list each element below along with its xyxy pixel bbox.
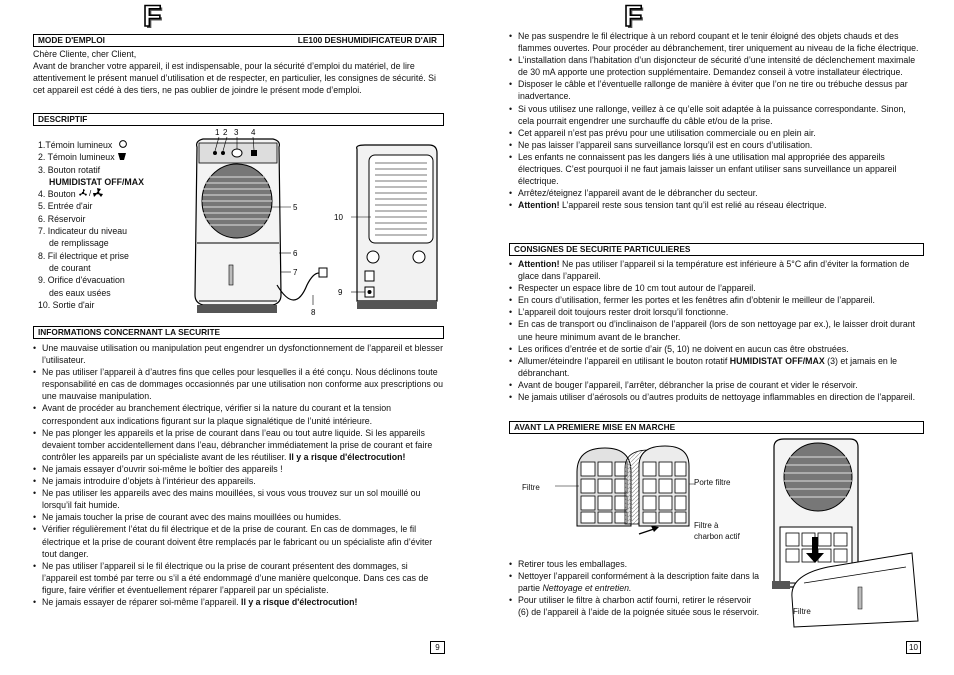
security-item: • Ne pas utiliser l’appareil si le fil électrique ou la prise de courant présentent des dommages, si l’appareil est tombé par terre ou s’il a été endommagé d’une manière quelconque. Dans ces cas de figure, faire vérifier et éventuellement réparer l’appareil par un spécialiste. — [33, 560, 443, 596]
diagram-label-6: 6 — [293, 249, 298, 258]
security-item: • Ne pas utiliser l’appareil à d’autres fins que celles pour lesquelles il a été conçu. Nous déclinons toute responsabilité en cas de dommages occasionnés par une utilisation non conforme aux prescriptions ou une mauvaise manipulation. — [33, 366, 443, 402]
back-view-illustration — [351, 145, 437, 309]
special-item: • Allumer/éteindre l’appareil en utilisant le bouton rotatif HUMIDISTAT OFF/MAX (3) et jamais en le débranchant. — [509, 355, 922, 379]
filter-illustration — [555, 442, 695, 552]
tank-removal-illustration — [766, 437, 926, 632]
descriptif-item-8: 8. Fil électrique et prise — [38, 250, 129, 261]
label-charbon-1: Filtre à — [694, 521, 719, 530]
security-item: • Ne jamais introduire d’objets à l’intérieur des appareils. — [33, 475, 443, 487]
diagram-label-4: 4 — [251, 128, 256, 137]
safety-item: • L’installation dans l’habitation d’un disjoncteur de sécurité d’une intensité de déclenchement maximale de 30 mA apporte une protection supplémentaire. Demandez conseil à votre installateur électrique. — [509, 54, 922, 78]
descriptif-title: DESCRIPTIF — [33, 113, 444, 126]
security-item: • Vérifier régulièrement l’état du fil électrique et de la prise de courant. En cas de dommages, le fil électrique et la prise de courant doivent être remplacés par le fabricant ou un spécialiste afin d’éviter tout danger. — [33, 523, 443, 559]
descriptif-item-10: 10. Sortie d'air — [38, 299, 95, 310]
header-mode-emploi: MODE D'EMPLOI — [38, 35, 105, 45]
page-letter-right: F — [624, 0, 643, 33]
dehumidifier-diagram — [185, 125, 445, 320]
security-item: • Ne pas utiliser les appareils avec des mains mouillées, si vous vous trouvez sur un sol mouillé ou lorsqu’il fait humide. — [33, 487, 443, 511]
header-bar-left — [33, 34, 444, 47]
special-item: • En cas de transport ou d’inclinaison de l’appareil (lors de son nettoyage par ex.), le laisser droit durant une heure minimum avant de le brancher. — [509, 318, 922, 342]
special-item: • Respecter un espace libre de 10 cm tout autour de l’appareil. — [509, 282, 922, 294]
special-item: • Les orifices d’entrée et de sortie d’air (5, 10) ne doivent en aucun cas être obstruées. — [509, 343, 922, 355]
descriptif-item-4: 4. Bouton / — [38, 188, 168, 200]
safety-item: • Si vous utilisez une rallonge, veillez à ce qu’elle soit adaptée à la puissance correspondante. Sinon, cela pourrait engendrer une surchauffe du câble et/ou de la prise. — [509, 103, 922, 127]
descriptif-item-3: 3. Bouton rotatif — [38, 164, 101, 175]
descriptif-item-7: 7. Indicateur du niveau — [38, 226, 128, 237]
tank-full-icon — [117, 151, 127, 161]
descriptif-item-5: 5. Entrée d'air — [38, 201, 93, 212]
security-item: • Une mauvaise utilisation ou manipulation peut engendrer un dysfonctionnement de l’appareil et blesser l’utilisateur. — [33, 342, 443, 366]
first-use-list — [509, 558, 764, 618]
diagram-label-10: 10 — [334, 213, 343, 222]
safety-item: • Ne pas suspendre le fil électrique à un rebord coupant et le tenir éloigné des objets chauds et des flammes ouvertes. Pour procéder au débranchement, tirer uniquement au niveau de la fiche électrique. — [509, 30, 922, 54]
indicator-light-icon — [118, 139, 128, 149]
intro-greeting: Chère Cliente, cher Client, — [33, 49, 137, 59]
page-letter-left: F — [143, 0, 162, 33]
security-item: • Ne jamais toucher la prise de courant avec des mains mouillées ou humides. — [33, 511, 443, 523]
descriptif-item-9: 9. Orifice d'évacuation — [38, 275, 125, 286]
descriptif-item-6: 6. Réservoir — [38, 213, 86, 224]
descriptif-item-9b: des eaux usées — [49, 287, 111, 298]
safety-item: • Attention! L’appareil reste sous tension tant qu’il est relié au réseau électrique. — [509, 199, 922, 211]
special-title: CONSIGNES DE SECURITE PARTICULIERES — [509, 243, 924, 256]
descriptif-item-7b: de remplissage — [49, 238, 109, 249]
first-use-title: AVANT LA PREMIERE MISE EN MARCHE — [509, 421, 924, 434]
descriptif-item-8b: de courant — [49, 262, 91, 273]
diagram-label-3: 3 — [234, 128, 239, 137]
right-top-list — [509, 30, 922, 211]
intro-block — [33, 48, 443, 96]
security-list — [33, 342, 443, 608]
security-item: • Ne jamais essayer d’ouvrir soi-même le boîtier des appareils ! — [33, 463, 443, 475]
special-item: • Attention! Ne pas utiliser l’appareil si la température est inférieure à 5°C afin d’éviter la formation de glace dans l’appareil. — [509, 258, 922, 282]
header-model: LE100 DESHUMIDIFICATEUR D'AIR — [297, 35, 437, 45]
diagram-label-7: 7 — [293, 268, 298, 277]
first-use-item: • Retirer tous les emballages. — [509, 558, 764, 570]
safety-item: • Arrêtez/éteignez l’appareil avant de le débrancher du secteur. — [509, 187, 922, 199]
descriptif-item-3b: HUMIDISTAT OFF/MAX — [49, 176, 144, 187]
label-filtre-2: Filtre — [793, 607, 811, 616]
special-item: • L’appareil doit toujours rester droit lorsqu’il fonctionne. — [509, 306, 922, 318]
descriptif-list — [38, 139, 168, 311]
security-title: INFORMATIONS CONCERNANT LA SECURITE — [33, 326, 444, 339]
special-item: • Ne jamais utiliser d’aérosols ou d’autres produits de nettoyage inflammables en direction de l’appareil. — [509, 391, 922, 403]
diagram-label-2: 2 — [223, 128, 228, 137]
special-item: • Avant de bouger l’appareil, l’arrêter, débrancher la prise de courant et vider le réservoir. — [509, 379, 922, 391]
safety-item: • Cet appareil n’est pas prévu pour une utilisation commerciale ou en plein air. — [509, 127, 922, 139]
fan-speed-icon — [78, 188, 104, 198]
safety-item: • Disposer le câble et l’éventuelle rallonge de manière à éviter que l’on ne tire ou trébuche dessus par inadvertance. — [509, 78, 922, 102]
security-item: • Avant de procéder au branchement électrique, vérifier si la nature du courant et la tension correspondent aux indications figurant sur la plaque signalétique de l’unité intérieure. — [33, 402, 443, 426]
label-porte-filtre: Porte filtre — [694, 478, 731, 487]
diagram-label-5: 5 — [293, 203, 298, 212]
first-use-item: • Nettoyer l’appareil conformément à la description faite dans la partie Nettoyage et entretien. — [509, 570, 764, 594]
special-item: • En cours d’utilisation, fermer les portes et les fenêtres afin d’obtenir le meilleur de l’appareil. — [509, 294, 922, 306]
diagram-label-9: 9 — [338, 288, 343, 297]
intro-text: Avant de brancher votre appareil, il est indispensable, pour la sécurité d’emploi du matériel, de lire attentivement le présent manuel d’utilisation et de respecter, en particulier, les consignes de sécurité. Si cet appareil est cédé à des tiers, ne pas oublier de joindre le présent mode d’emploi. — [33, 61, 436, 96]
safety-item: • Ne pas laisser l’appareil sans surveillance lorsqu’il est en cours d’utilisation. — [509, 139, 922, 151]
descriptif-item-2: 2. Témoin lumineux — [38, 151, 168, 163]
security-item: • Ne jamais essayer de réparer soi-même l’appareil. Il y a risque d'électrocution! — [33, 596, 443, 608]
diagram-label-8: 8 — [311, 308, 316, 317]
page-number-right: 10 — [906, 641, 921, 654]
front-view-illustration — [195, 137, 327, 313]
page-number-left: 9 — [430, 641, 445, 654]
diagram-label-1: 1 — [215, 128, 220, 137]
security-item: • Ne pas plonger les appareils et la prise de courant dans l’eau ou tout autre liquide. Si les appareils devaient tomber accidentellement dans l’eau, débrancher immédiatement la prise de courant et faire contrôler les appareils par un spécialiste avant de les réutiliser. Il y a risque d'électrocution! — [33, 427, 443, 463]
label-charbon-2: charbon actif — [694, 532, 740, 541]
descriptif-item-1: 1.Témoin lumineux — [38, 139, 168, 151]
special-list — [509, 258, 922, 403]
first-use-item: • Pour utiliser le filtre à charbon actif fourni, retirer le réservoir (6) de l’appareil à l’aide de la poignée située sous le réservoir. — [509, 594, 764, 618]
safety-item: • Les enfants ne connaissent pas les dangers liés à une utilisation mal appropriée des appareils électriques. C’est pourquoi il ne faut jamais laisser un enfant utiliser sans surveillance un appareil électrique. — [509, 151, 922, 187]
svg-text:/: / — [89, 189, 92, 199]
label-filtre: Filtre — [522, 483, 540, 492]
